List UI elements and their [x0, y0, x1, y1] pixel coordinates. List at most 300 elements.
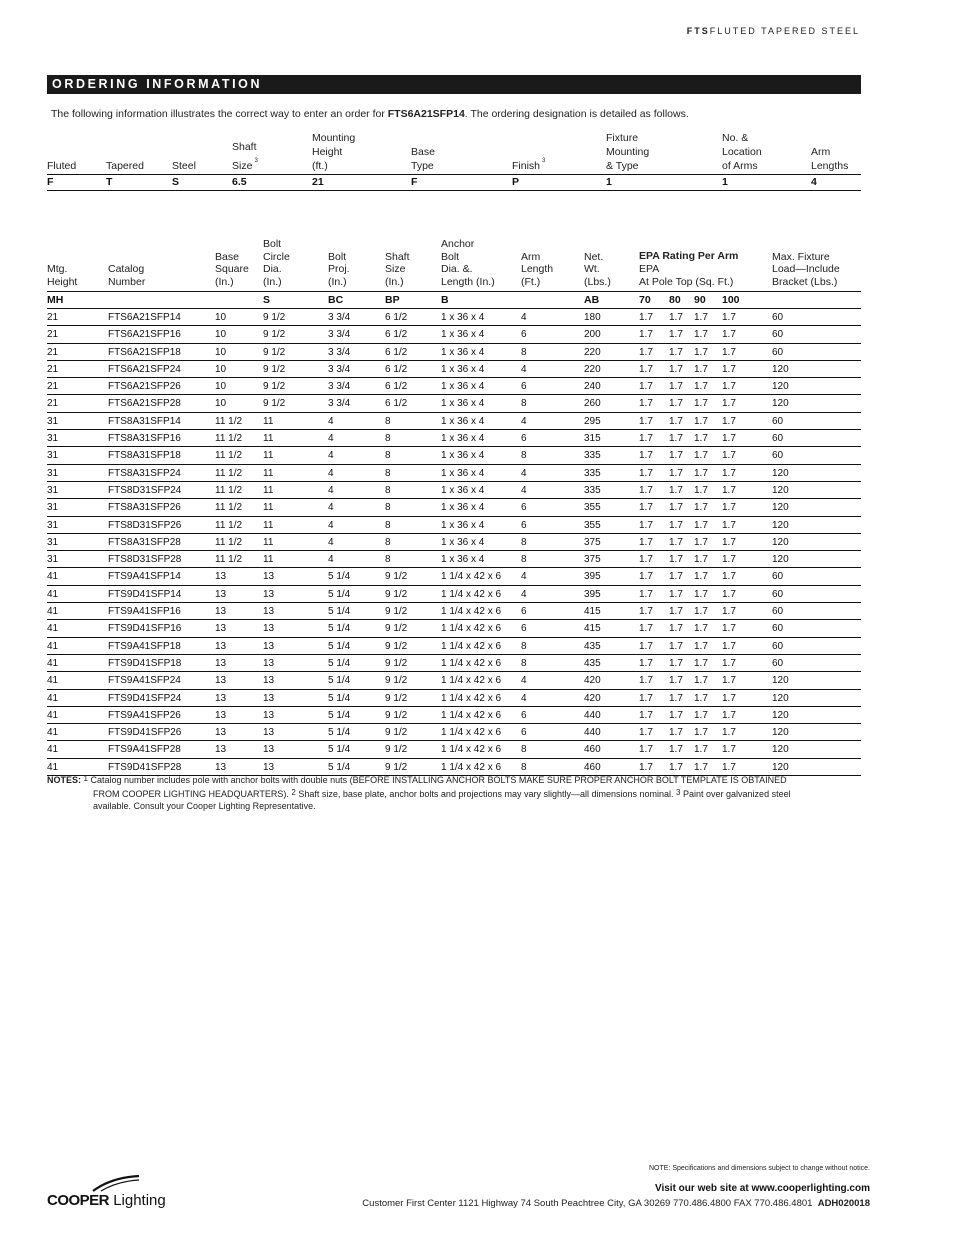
column-header: Max. Fixture Load—Include Bracket (Lbs.) — [772, 250, 840, 289]
table-cell: 31 — [47, 450, 59, 462]
table-cell: 9 1/2 — [385, 606, 408, 618]
table-cell: 1.7 — [694, 761, 708, 773]
table-cell: 1 1/4 x 42 x 6 — [441, 640, 502, 652]
table-cell: 295 — [584, 415, 601, 427]
table-cell: 120 — [772, 554, 789, 566]
table-cell: 41 — [47, 675, 59, 687]
table-row — [47, 361, 861, 378]
table-cell: FTS9A41SFP16 — [108, 606, 181, 618]
table-cell: 8 — [521, 346, 527, 358]
table-body — [47, 309, 861, 776]
table-cell: 1.7 — [694, 398, 708, 410]
table-cell: 1.7 — [722, 536, 736, 548]
table-cell: 10 — [215, 312, 227, 323]
column-header: Bolt Proj. (In.) — [328, 250, 350, 289]
table-cell: 4 — [328, 554, 334, 566]
table-cell: 13 — [263, 623, 275, 635]
table-cell: 200 — [584, 329, 601, 341]
table-cell: 120 — [772, 744, 789, 756]
table-cell: 375 — [584, 536, 601, 548]
table-cell: 13 — [263, 571, 275, 583]
table-cell: 4 — [521, 415, 527, 427]
footnote-marker: 3 — [542, 158, 546, 164]
table-cell: 13 — [263, 727, 275, 739]
table-cell: 11 1/2 — [215, 519, 243, 531]
table-cell: 1.7 — [694, 484, 708, 496]
column-header: Anchor Bolt Dia. &. Length (In.) — [441, 237, 495, 289]
table-cell: 9 1/2 — [385, 623, 408, 635]
table-cell: 355 — [584, 502, 601, 514]
table-cell: FTS8A31SFP18 — [108, 450, 181, 462]
table-cell: 1.7 — [669, 571, 683, 583]
table-cell: 6 — [521, 727, 527, 739]
table-cell: 11 1/2 — [215, 554, 243, 566]
table-cell: 1 1/4 x 42 x 6 — [441, 744, 502, 756]
table-cell: 1.7 — [694, 433, 708, 445]
table-cell: 1.7 — [639, 519, 653, 531]
table-cell: 1.7 — [694, 623, 708, 635]
table-cell: 9 1/2 — [385, 692, 408, 704]
table-cell: 8 — [521, 536, 527, 548]
table-cell: 8 — [521, 640, 527, 652]
table-cell: 6 — [521, 329, 527, 341]
column-header: Net. Wt. (Lbs.) — [584, 250, 611, 289]
table-cell: 1.7 — [694, 554, 708, 566]
table-cell: 1.7 — [639, 415, 653, 427]
table-cell: 1.7 — [669, 675, 683, 687]
table-cell: 1.7 — [669, 727, 683, 739]
table-cell: 4 — [328, 484, 334, 496]
table-cell: 1 x 36 x 4 — [441, 329, 485, 341]
table-cell: 1.7 — [669, 761, 683, 773]
table-cell: 1.7 — [694, 329, 708, 341]
ordering-code-table — [47, 132, 861, 191]
table-cell: 31 — [47, 415, 59, 427]
table-cell: 13 — [263, 709, 275, 721]
intro-catalog: FTS6A21SFP14 — [387, 108, 465, 120]
table-cell: 8 — [385, 536, 391, 548]
table-cell: 1 x 36 x 4 — [441, 536, 485, 548]
table-cell: 8 — [385, 502, 391, 514]
table-cell: 1.7 — [722, 433, 736, 445]
table-row — [47, 534, 861, 551]
table-cell: 1.7 — [722, 623, 736, 635]
note-3-marker: 3 — [676, 787, 681, 797]
table-cell: 3 3/4 — [328, 312, 351, 323]
table-cell: 41 — [47, 657, 59, 669]
column-symbol: S — [263, 294, 271, 306]
table-cell: 13 — [215, 640, 227, 652]
column-header: Base Square (In.) — [215, 250, 249, 289]
table-cell: 4 — [521, 692, 527, 704]
table-cell: 1.7 — [722, 571, 736, 583]
table-cell: 1 1/4 x 42 x 6 — [441, 675, 502, 687]
table-cell: 5 1/4 — [328, 606, 351, 618]
table-cell: 31 — [47, 484, 59, 496]
table-cell: 1.7 — [694, 709, 708, 721]
table-cell: 120 — [772, 709, 789, 721]
table-cell: 1.7 — [669, 363, 683, 375]
intro-text — [51, 108, 689, 120]
table-cell: 13 — [215, 606, 227, 618]
code-header-cell: Base Type — [411, 146, 435, 172]
table-cell: 9 1/2 — [385, 640, 408, 652]
table-cell: 1 x 36 x 4 — [441, 554, 485, 566]
table-cell: 41 — [47, 606, 59, 618]
table-cell: 1.7 — [722, 467, 736, 479]
table-cell: 9 1/2 — [385, 657, 408, 669]
table-cell: 1.7 — [639, 433, 653, 445]
table-cell: 1 1/4 x 42 x 6 — [441, 657, 502, 669]
table-cell: FTS8D31SFP24 — [108, 484, 182, 496]
table-cell: 120 — [772, 692, 789, 704]
table-cell: 1.7 — [722, 554, 736, 566]
table-cell: FTS8A31SFP16 — [108, 433, 181, 445]
table-cell: 4 — [328, 502, 334, 514]
table-row — [47, 551, 861, 568]
table-cell: 41 — [47, 692, 59, 704]
table-cell: 11 — [263, 536, 274, 548]
table-cell: FTS6A21SFP26 — [108, 381, 181, 393]
table-cell: 13 — [215, 675, 227, 687]
table-cell: 220 — [584, 363, 601, 375]
website-line: Visit our web site at www.cooperlighting.com — [654, 1183, 870, 1194]
table-cell: 6 1/2 — [385, 381, 408, 393]
table-cell: 1 x 36 x 4 — [441, 346, 485, 358]
table-cell: 1 x 36 x 4 — [441, 363, 485, 375]
table-cell: 6 — [521, 519, 527, 531]
table-cell: 6 1/2 — [385, 312, 408, 323]
table-cell: 31 — [47, 554, 59, 566]
table-cell: 11 1/2 — [215, 467, 243, 479]
table-cell: 10 — [215, 398, 227, 410]
column-header: Bolt Circle Dia. (In.) — [263, 237, 290, 289]
table-cell: 1 x 36 x 4 — [441, 312, 485, 323]
code-header-cell: Finish $^3$ — [512, 158, 546, 172]
table-cell: 8 — [385, 484, 391, 496]
table-cell: 5 1/4 — [328, 588, 351, 600]
table-cell: 13 — [215, 571, 227, 583]
table-cell: 120 — [772, 519, 789, 531]
table-symbol-row — [47, 292, 861, 309]
table-cell: 240 — [584, 381, 601, 393]
table-cell: 11 — [263, 467, 274, 479]
table-row — [47, 517, 861, 534]
table-cell: 1.7 — [639, 657, 653, 669]
table-cell: 41 — [47, 744, 59, 756]
table-cell: 1.7 — [722, 398, 736, 410]
table-cell: 60 — [772, 606, 784, 618]
table-cell: FTS8A31SFP14 — [108, 415, 181, 427]
table-cell: 8 — [385, 415, 391, 427]
table-cell: 1.7 — [669, 692, 683, 704]
table-cell: 1 x 36 x 4 — [441, 433, 485, 445]
table-cell: 11 — [263, 433, 274, 445]
table-cell: 6 1/2 — [385, 398, 408, 410]
table-cell: 4 — [328, 467, 334, 479]
table-cell: 1.7 — [722, 415, 736, 427]
table-cell: 1.7 — [639, 502, 653, 514]
table-cell: 41 — [47, 709, 59, 721]
table-cell: 6 — [521, 502, 527, 514]
table-cell: 10 — [215, 346, 227, 358]
table-cell: 1 x 36 x 4 — [441, 519, 485, 531]
table-cell: FTS8A31SFP28 — [108, 536, 181, 548]
table-row — [47, 638, 861, 655]
table-cell: 1.7 — [722, 675, 736, 687]
table-cell: 1 1/4 x 42 x 6 — [441, 606, 502, 618]
table-cell: 41 — [47, 640, 59, 652]
table-row — [47, 395, 861, 412]
table-cell: 1.7 — [669, 381, 683, 393]
table-cell: 31 — [47, 433, 59, 445]
table-cell: 120 — [772, 381, 789, 393]
table-cell: 1.7 — [722, 744, 736, 756]
table-cell: 260 — [584, 398, 601, 410]
column-symbol: 80 — [669, 294, 681, 306]
table-cell: 335 — [584, 467, 601, 479]
code-header-cell: Mounting Height (ft.) — [312, 132, 356, 172]
table-cell: 4 — [521, 467, 527, 479]
table-cell: 4 — [328, 536, 334, 548]
table-cell: 6 — [521, 709, 527, 721]
table-cell: 415 — [584, 606, 601, 618]
table-cell: 21 — [47, 346, 59, 358]
table-cell: 1.7 — [694, 312, 708, 323]
table-cell: 5 1/4 — [328, 727, 351, 739]
column-symbol: 100 — [722, 294, 740, 306]
table-row — [47, 672, 861, 689]
column-symbol: BC — [328, 294, 344, 306]
code-value-cell: 1 — [722, 176, 728, 188]
table-cell: 1.7 — [722, 727, 736, 739]
table-cell: 60 — [772, 415, 784, 427]
table-row — [47, 499, 861, 516]
table-cell: 1.7 — [722, 519, 736, 531]
table-row — [47, 326, 861, 343]
table-cell: 5 1/4 — [328, 709, 351, 721]
table-cell: 120 — [772, 398, 789, 410]
table-cell: 120 — [772, 727, 789, 739]
table-cell: 1.7 — [639, 623, 653, 635]
table-cell: 335 — [584, 484, 601, 496]
table-cell: 13 — [263, 640, 275, 652]
table-cell: 31 — [47, 467, 59, 479]
code-value-cell: F — [411, 176, 418, 188]
table-cell: 6 — [521, 433, 527, 445]
table-cell: 9 1/2 — [385, 744, 408, 756]
table-cell: 8 — [521, 744, 527, 756]
table-cell: 1.7 — [669, 744, 683, 756]
table-cell: 1.7 — [669, 588, 683, 600]
table-cell: 10 — [215, 363, 227, 375]
table-cell: 1 x 36 x 4 — [441, 450, 485, 462]
table-cell: 11 1/2 — [215, 484, 243, 496]
table-cell: 1.7 — [639, 640, 653, 652]
table-cell: FTS9A41SFP28 — [108, 744, 181, 756]
table-cell: 4 — [328, 433, 334, 445]
table-cell: 11 — [263, 554, 274, 566]
table-cell: 13 — [215, 623, 227, 635]
table-cell: 13 — [263, 761, 275, 773]
column-symbol: B — [441, 294, 449, 306]
table-cell: 180 — [584, 312, 601, 323]
table-cell: FTS8D31SFP28 — [108, 554, 182, 566]
table-cell: 420 — [584, 675, 601, 687]
code-header-cell: Shaft Size $^3$ — [232, 141, 258, 172]
table-cell: 1.7 — [722, 346, 736, 358]
table-cell: 11 — [263, 484, 274, 496]
table-cell: 13 — [263, 675, 275, 687]
table-cell: 1.7 — [669, 640, 683, 652]
table-cell: 435 — [584, 657, 601, 669]
table-cell: 1.7 — [722, 709, 736, 721]
table-cell: 1.7 — [722, 588, 736, 600]
table-cell: FTS9A41SFP26 — [108, 709, 181, 721]
table-cell: 11 — [263, 502, 274, 514]
table-cell: 415 — [584, 623, 601, 635]
table-cell: 1 1/4 x 42 x 6 — [441, 727, 502, 739]
column-header: Catalog Number — [108, 263, 146, 289]
table-cell: 9 1/2 — [385, 727, 408, 739]
table-cell: 1.7 — [639, 744, 653, 756]
table-cell: 1 1/4 x 42 x 6 — [441, 692, 502, 704]
table-cell: 3 3/4 — [328, 381, 351, 393]
table-cell: 13 — [215, 744, 227, 756]
table-cell: 4 — [521, 484, 527, 496]
table-row — [47, 378, 861, 395]
table-cell: 1.7 — [694, 536, 708, 548]
table-row — [47, 344, 861, 361]
section-title: ORDERING INFORMATION — [47, 75, 861, 94]
table-cell: 1.7 — [694, 692, 708, 704]
table-cell: 31 — [47, 519, 59, 531]
table-cell: 5 1/4 — [328, 692, 351, 704]
table-row — [47, 741, 861, 758]
table-cell: 1.7 — [694, 450, 708, 462]
table-cell: 1.7 — [694, 363, 708, 375]
table-cell: 60 — [772, 312, 784, 323]
table-cell: 9 1/2 — [263, 363, 286, 375]
column-symbol: AB — [584, 294, 600, 306]
table-cell: 1.7 — [694, 415, 708, 427]
table-cell: 1.7 — [669, 398, 683, 410]
table-cell: 9 1/2 — [263, 381, 286, 393]
table-row — [47, 655, 861, 672]
table-cell: FTS9A41SFP14 — [108, 571, 181, 583]
table-cell: 1.7 — [639, 346, 653, 358]
column-symbol: BP — [385, 294, 400, 306]
table-cell: 13 — [215, 588, 227, 600]
table-cell: 1.7 — [669, 657, 683, 669]
table-cell: 120 — [772, 761, 789, 773]
code-value-cell: S — [172, 176, 180, 188]
table-cell: 3 3/4 — [328, 329, 351, 341]
specifications-table — [47, 234, 861, 776]
table-cell: 1.7 — [669, 450, 683, 462]
table-cell: FTS9D41SFP14 — [108, 588, 182, 600]
table-cell: 31 — [47, 502, 59, 514]
table-cell: 11 — [263, 519, 274, 531]
code-header-cell: Fixture Mounting & Type — [606, 132, 650, 172]
table-cell: 21 — [47, 381, 59, 393]
table-cell: 8 — [521, 657, 527, 669]
table-cell: FTS9D41SFP24 — [108, 692, 182, 704]
notes — [47, 773, 859, 813]
table-header — [47, 234, 861, 292]
table-cell: 1.7 — [694, 657, 708, 669]
table-row — [47, 447, 861, 464]
header-brand: FTS — [686, 26, 710, 36]
table-cell: 1.7 — [669, 415, 683, 427]
table-cell: 5 1/4 — [328, 657, 351, 669]
table-cell: 355 — [584, 519, 601, 531]
table-cell: 1.7 — [694, 744, 708, 756]
table-cell: 10 — [215, 381, 227, 393]
table-cell: 60 — [772, 657, 784, 669]
table-cell: 1.7 — [694, 467, 708, 479]
table-cell: 1.7 — [639, 692, 653, 704]
table-cell: 375 — [584, 554, 601, 566]
table-cell: 60 — [772, 623, 784, 635]
table-cell: 1 1/4 x 42 x 6 — [441, 709, 502, 721]
table-cell: 1.7 — [639, 536, 653, 548]
table-cell: 1.7 — [694, 675, 708, 687]
column-header: Shaft Size (In.) — [385, 250, 410, 289]
table-cell: 13 — [215, 761, 227, 773]
table-cell: 13 — [215, 657, 227, 669]
table-cell: 395 — [584, 571, 601, 583]
table-cell: 41 — [47, 761, 59, 773]
table-cell: 41 — [47, 623, 59, 635]
note-1-text-b: FROM COOPER LIGHTING HEADQUARTERS). — [93, 788, 289, 799]
table-cell: 8 — [385, 467, 391, 479]
table-cell: 1.7 — [639, 484, 653, 496]
table-cell: 31 — [47, 536, 59, 548]
table-cell: 1.7 — [669, 433, 683, 445]
table-cell: 5 1/4 — [328, 744, 351, 756]
table-row — [47, 603, 861, 620]
table-cell: 6 — [521, 623, 527, 635]
table-cell: 8 — [521, 554, 527, 566]
table-cell: 1.7 — [722, 363, 736, 375]
code-header-cell: Arm Lengths — [811, 146, 849, 172]
table-cell: 335 — [584, 450, 601, 462]
table-cell: 1.7 — [669, 346, 683, 358]
table-cell: 4 — [521, 312, 527, 323]
table-cell: 21 — [47, 398, 59, 410]
table-cell: 60 — [772, 346, 784, 358]
table-cell: 1 1/4 x 42 x 6 — [441, 571, 502, 583]
table-cell: 9 1/2 — [385, 709, 408, 721]
column-symbol: 90 — [694, 294, 706, 306]
table-cell: 1 x 36 x 4 — [441, 467, 485, 479]
table-cell: 1.7 — [722, 381, 736, 393]
table-cell: FTS9D41SFP26 — [108, 727, 182, 739]
page-header — [687, 26, 860, 36]
table-row — [47, 568, 861, 585]
table-cell: 11 1/2 — [215, 502, 243, 514]
notes-continued — [47, 787, 859, 801]
table-cell: 1 x 36 x 4 — [441, 398, 485, 410]
table-cell: 11 — [263, 415, 274, 427]
table-cell: 8 — [385, 554, 391, 566]
table-cell: 440 — [584, 727, 601, 739]
table-cell: 120 — [772, 484, 789, 496]
table-cell: 1.7 — [722, 329, 736, 341]
table-cell: 440 — [584, 709, 601, 721]
code-value-cell: F — [47, 176, 54, 188]
